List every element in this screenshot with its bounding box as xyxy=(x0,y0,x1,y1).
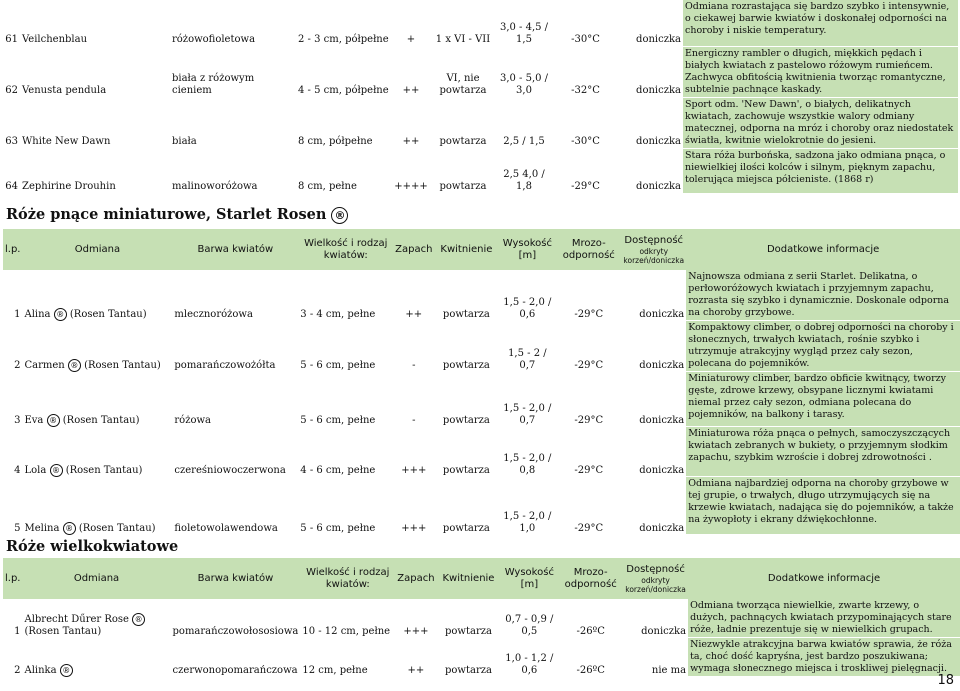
variety-name xyxy=(22,372,172,427)
header-availability xyxy=(621,229,686,270)
table-row xyxy=(3,427,960,477)
height-value: 1,0 - 1,2 / 0,6 xyxy=(505,652,554,676)
registered-mark: ® xyxy=(60,664,73,677)
variety-name xyxy=(22,599,170,638)
breeder-text: (Rosen Tantau) xyxy=(78,522,156,534)
bloom-info: powtarza xyxy=(442,359,490,371)
table-row xyxy=(3,638,960,677)
row-number: 1 xyxy=(14,308,21,320)
flower-color: czereśniowoczerwona xyxy=(174,464,286,476)
breeder-text: (Rosen Tantau) xyxy=(62,414,140,426)
availability: doniczka xyxy=(639,359,685,371)
flower-color: czerwonopomarańczowa xyxy=(172,664,298,676)
flower-size: 4 - 6 cm, pełne xyxy=(300,464,376,476)
variety-name xyxy=(20,46,170,97)
registered-mark: ® xyxy=(132,613,145,626)
availability: doniczka xyxy=(636,136,681,147)
breeder-text: (Rosen Tantau) xyxy=(84,359,161,371)
flower-color: mlecznoróżowa xyxy=(174,308,253,320)
scent-rating: - xyxy=(412,414,416,426)
flower-size: 2 - 3 cm, półpełne xyxy=(298,34,389,45)
flower-color: różowofioletowa xyxy=(172,34,256,45)
header-desc: Dodatkowe informacje xyxy=(688,558,960,599)
table-row xyxy=(3,0,958,46)
breeder-text: (Rosen Tantau) xyxy=(24,625,102,637)
availability: doniczka xyxy=(639,522,685,534)
flower-color: fioletowolawendowa xyxy=(174,522,278,534)
bloom-info: powtarza xyxy=(442,522,490,534)
bloom-info: powtarza xyxy=(439,136,487,147)
bloom-info: powtarza xyxy=(442,414,490,426)
height-value: 1,5 - 2,0 / 0,6 xyxy=(503,296,552,320)
table-row xyxy=(3,599,960,638)
variety-name-text: Veilchenblau xyxy=(22,34,88,45)
section-title-miniature: Róże pnące miniaturowe, Starlet Rosen ® xyxy=(6,206,348,224)
row-number: 62 xyxy=(5,85,18,96)
description: Kompaktowy climber, o dobrej odporności na choroby i słonecznych, trwałych kwiatach, rośnie szybko i utrzymuje atrakcyjny wygląd przez cały sezon, polecana do pojemników. xyxy=(686,321,960,372)
table-row xyxy=(3,46,958,97)
header-name: Odmiana xyxy=(22,229,172,270)
header-lp: l.p. xyxy=(3,558,22,599)
miniature-climbing-roses-table xyxy=(3,229,960,535)
frost-resistance: -29°C xyxy=(574,308,604,320)
variety-name-text: Venusta pendula xyxy=(22,85,107,96)
bloom-info: 1 x VI - VII xyxy=(435,34,491,45)
bloom-info: powtarza xyxy=(439,181,487,192)
header-avail-sub: odkryty korzeń/doniczka xyxy=(625,575,686,594)
variety-name-text: Eva xyxy=(24,414,44,426)
height-value: 2,5 / 1,5 xyxy=(503,136,545,147)
table-row xyxy=(3,372,960,427)
bloom-info: powtarza xyxy=(444,625,492,637)
section-title-large-flowered: Róże wielkokwiatowe xyxy=(6,538,179,555)
flower-color: pomarańczowożółta xyxy=(174,359,276,371)
table-row xyxy=(3,477,960,535)
flower-size: 4 - 5 cm, półpełne xyxy=(298,85,389,96)
header-desc: Dodatkowe informacje xyxy=(686,229,960,270)
table-header-row xyxy=(3,558,960,599)
frost-resistance: -32°C xyxy=(571,85,600,96)
height-value: 0,7 - 0,9 / 0,5 xyxy=(505,613,554,637)
scent-rating: +++ xyxy=(401,522,427,534)
flower-size: 8 cm, pełne xyxy=(298,181,357,192)
description: Miniaturowy climber, bardzo obficie kwitnący, tworzy gęste, zdrowe krzewy, obsypane licznymi kwiatami niemal przez cały sezon, odmiana polecana do pojemników, na balkony i tarasy. xyxy=(686,372,960,427)
row-number: 5 xyxy=(14,522,21,534)
variety-name-text: Lola xyxy=(24,464,47,476)
availability: doniczka xyxy=(636,181,681,192)
availability: doniczka xyxy=(636,85,681,96)
registered-mark: ® xyxy=(331,207,348,224)
registered-mark: ® xyxy=(50,464,63,477)
height-value: 3,0 - 5,0 / 3,0 xyxy=(499,73,549,96)
header-name: Odmiana xyxy=(22,558,170,599)
scent-rating: ++++ xyxy=(394,181,428,192)
availability: doniczka xyxy=(639,308,685,320)
variety-name-text: Alinka xyxy=(24,664,57,676)
variety-name xyxy=(22,638,170,677)
header-height: Wysokość [m] xyxy=(498,229,556,270)
row-number: 4 xyxy=(14,464,21,476)
scent-rating: ++ xyxy=(402,136,420,147)
frost-resistance: -26ºC xyxy=(576,625,605,637)
flower-color: biała z różowym cieniem xyxy=(172,73,255,96)
variety-name xyxy=(22,477,172,535)
height-value: 1,5 - 2 / 0,7 xyxy=(508,347,547,371)
frost-resistance: -29°C xyxy=(574,359,604,371)
large-flowered-roses-table xyxy=(3,558,960,677)
availability: doniczka xyxy=(636,34,681,45)
bloom-info: powtarza xyxy=(442,308,490,320)
breeder-text: (Rosen Tantau) xyxy=(65,464,143,476)
flower-size: 5 - 6 cm, pełne xyxy=(300,414,376,426)
table-row xyxy=(3,321,960,372)
flower-size: 12 cm, pełne xyxy=(302,664,368,676)
header-bloom: Kwitnienie xyxy=(437,558,501,599)
header-lp: l.p. xyxy=(3,229,22,270)
variety-name-text: Carmen xyxy=(24,359,65,371)
header-frost: Mrozo-odporność xyxy=(558,558,623,599)
row-number: 64 xyxy=(5,181,18,192)
description: Stara róża burbońska, sadzona jako odmiana pnąca, o niewielkiej ilości kolców i silnym, pięknym zapachu, tolerująca miejsca półcieniste. (1868 r) xyxy=(683,148,958,193)
header-frost: Mrozo-odporność xyxy=(556,229,621,270)
header-avail-label: Dostępność xyxy=(624,234,684,246)
row-number: 1 xyxy=(14,625,21,637)
description: Odmiana najbardziej odporna na choroby grzybowe w tej grupie, o trwałych, długo utrzymujących się na krzewie kwiatach, nadająca się do pojemników, a także na żywopłoty i ekrany dźwiękochłonne. xyxy=(686,477,960,535)
climbing-roses-table-continued xyxy=(3,0,958,194)
frost-resistance: -29°C xyxy=(574,464,604,476)
variety-name xyxy=(20,0,170,46)
header-avail-sub: odkryty korzeń/doniczka xyxy=(623,246,685,265)
scent-rating: - xyxy=(412,359,416,371)
description: Miniaturowa róża pnąca o pełnych, samoczyszczących kwiatach zebranych w bukiety, o przyjemnym słodkim zapachu, szybkim wzroście i dobrej zdrowotności . xyxy=(686,427,960,477)
table-row xyxy=(3,270,960,321)
description: Odmiana tworząca niewielkie, zwarte krzewy, o dużych, pachnących kwiatach przypominających stare róże, ładnie prezentuje się w niewielkich grupach. xyxy=(688,599,960,638)
row-number: 61 xyxy=(5,34,18,45)
flower-color: różowa xyxy=(174,414,212,426)
description: Sport odm. 'New Dawn', o białych, delikatnych kwiatach, zachowuje wszystkie walory odmiany matecznej, odporna na mróz i choroby oraz niedostatek światła, kwitnie wielokrotnie do jesieni. xyxy=(683,97,958,148)
frost-resistance: -30°C xyxy=(571,136,600,147)
flower-size: 3 - 4 cm, pełne xyxy=(300,308,376,320)
flower-color: biała xyxy=(172,136,197,147)
variety-name xyxy=(22,321,172,372)
table-header-row xyxy=(3,229,960,270)
variety-name xyxy=(20,97,170,148)
row-number: 63 xyxy=(5,136,18,147)
bloom-info: powtarza xyxy=(442,464,490,476)
scent-rating: +++ xyxy=(403,625,429,637)
frost-resistance: -29°C xyxy=(571,181,600,192)
header-avail-label: Dostępność xyxy=(626,563,685,575)
breeder-text: (Rosen Tantau) xyxy=(69,308,147,320)
table-row xyxy=(3,148,958,193)
variety-name-text: Zephirine Drouhin xyxy=(22,181,116,192)
row-number: 2 xyxy=(14,664,21,676)
header-scent: Zapach xyxy=(395,558,436,599)
flower-size: 10 - 12 cm, pełne xyxy=(302,625,391,637)
availability: doniczka xyxy=(639,464,685,476)
height-value: 1,5 - 2,0 / 0,8 xyxy=(503,452,552,476)
variety-name-text: White New Dawn xyxy=(22,136,111,147)
height-value: 2,5 4,0 / 1,8 xyxy=(503,169,545,192)
scent-rating: ++ xyxy=(405,308,423,320)
page-number: 18 xyxy=(937,673,954,688)
registered-mark: ® xyxy=(68,359,81,372)
availability: doniczka xyxy=(641,625,687,637)
scent-rating: ++ xyxy=(407,664,425,676)
variety-name xyxy=(20,148,170,193)
availability: doniczka xyxy=(639,414,685,426)
header-size: Wielkość i rodzaj kwiatów: xyxy=(298,229,393,270)
table-row xyxy=(3,97,958,148)
description: Niezwykle atrakcyjna barwa kwiatów sprawia, że róża ta, choć dość kapryśna, jest bardzo poszukiwana; wymaga słonecznego miejsca i troskliwej pielęgnacji. xyxy=(688,638,960,677)
variety-name-text: Alina xyxy=(24,308,51,320)
flower-color: malinoworóżowa xyxy=(172,181,258,192)
flower-size: 8 cm, półpełne xyxy=(298,136,373,147)
bloom-info: powtarza xyxy=(444,664,492,676)
flower-size: 5 - 6 cm, pełne xyxy=(300,522,376,534)
frost-resistance: -26ºC xyxy=(576,664,605,676)
height-value: 1,5 - 2,0 / 1,0 xyxy=(503,510,552,534)
frost-resistance: -29°C xyxy=(574,522,604,534)
header-color: Barwa kwiatów xyxy=(172,229,298,270)
frost-resistance: -30°C xyxy=(571,34,600,45)
header-color: Barwa kwiatów xyxy=(171,558,301,599)
variety-name xyxy=(22,427,172,477)
registered-mark: ® xyxy=(63,522,76,535)
description: Odmiana rozrastająca się bardzo szybko i intensywnie, o ciekawej barwie kwiatów i doskonałej odporności na choroby i niskie temperatury. xyxy=(683,0,958,46)
flower-size: 5 - 6 cm, pełne xyxy=(300,359,376,371)
scent-rating: + xyxy=(406,34,416,45)
variety-name xyxy=(22,270,172,321)
header-height: Wysokość [m] xyxy=(500,558,558,599)
height-value: 1,5 - 2,0 / 0,7 xyxy=(503,402,552,426)
variety-name-text: Melina xyxy=(24,522,60,534)
availability: nie ma xyxy=(651,664,687,676)
description: Energiczny rambler o długich, miękkich pędach i białych kwiatach z pastelowo różowym rumieńcem. Zachwyca obfitością kwitnienia tworząc romantyczne, subtelnie pachnące kaskady. xyxy=(683,46,958,97)
header-size: Wielkość i rodzaj kwiatów: xyxy=(300,558,395,599)
height-value: 3,0 - 4,5 / 1,5 xyxy=(499,22,549,45)
description: Najnowsza odmiana z serii Starlet. Delikatna, o perłoworóżowych kwiatach i przyjemnym zapachu, rozrasta się szybko i dynamicznie. Doskonale odporna na choroby grzybowe. xyxy=(686,270,960,321)
flower-color: pomarańczowołososiowa xyxy=(172,625,299,637)
bloom-info: VI, nie powtarza xyxy=(439,73,487,96)
header-availability xyxy=(623,558,688,599)
header-bloom: Kwitnienie xyxy=(434,229,498,270)
registered-mark: ® xyxy=(54,308,67,321)
variety-name-text: Albrecht Dűrer Rose xyxy=(24,613,129,625)
header-scent: Zapach xyxy=(393,229,434,270)
row-number: 2 xyxy=(14,359,21,371)
frost-resistance: -29°C xyxy=(574,414,604,426)
scent-rating: ++ xyxy=(402,85,420,96)
registered-mark: ® xyxy=(47,414,60,427)
scent-rating: +++ xyxy=(401,464,427,476)
row-number: 3 xyxy=(14,414,21,426)
